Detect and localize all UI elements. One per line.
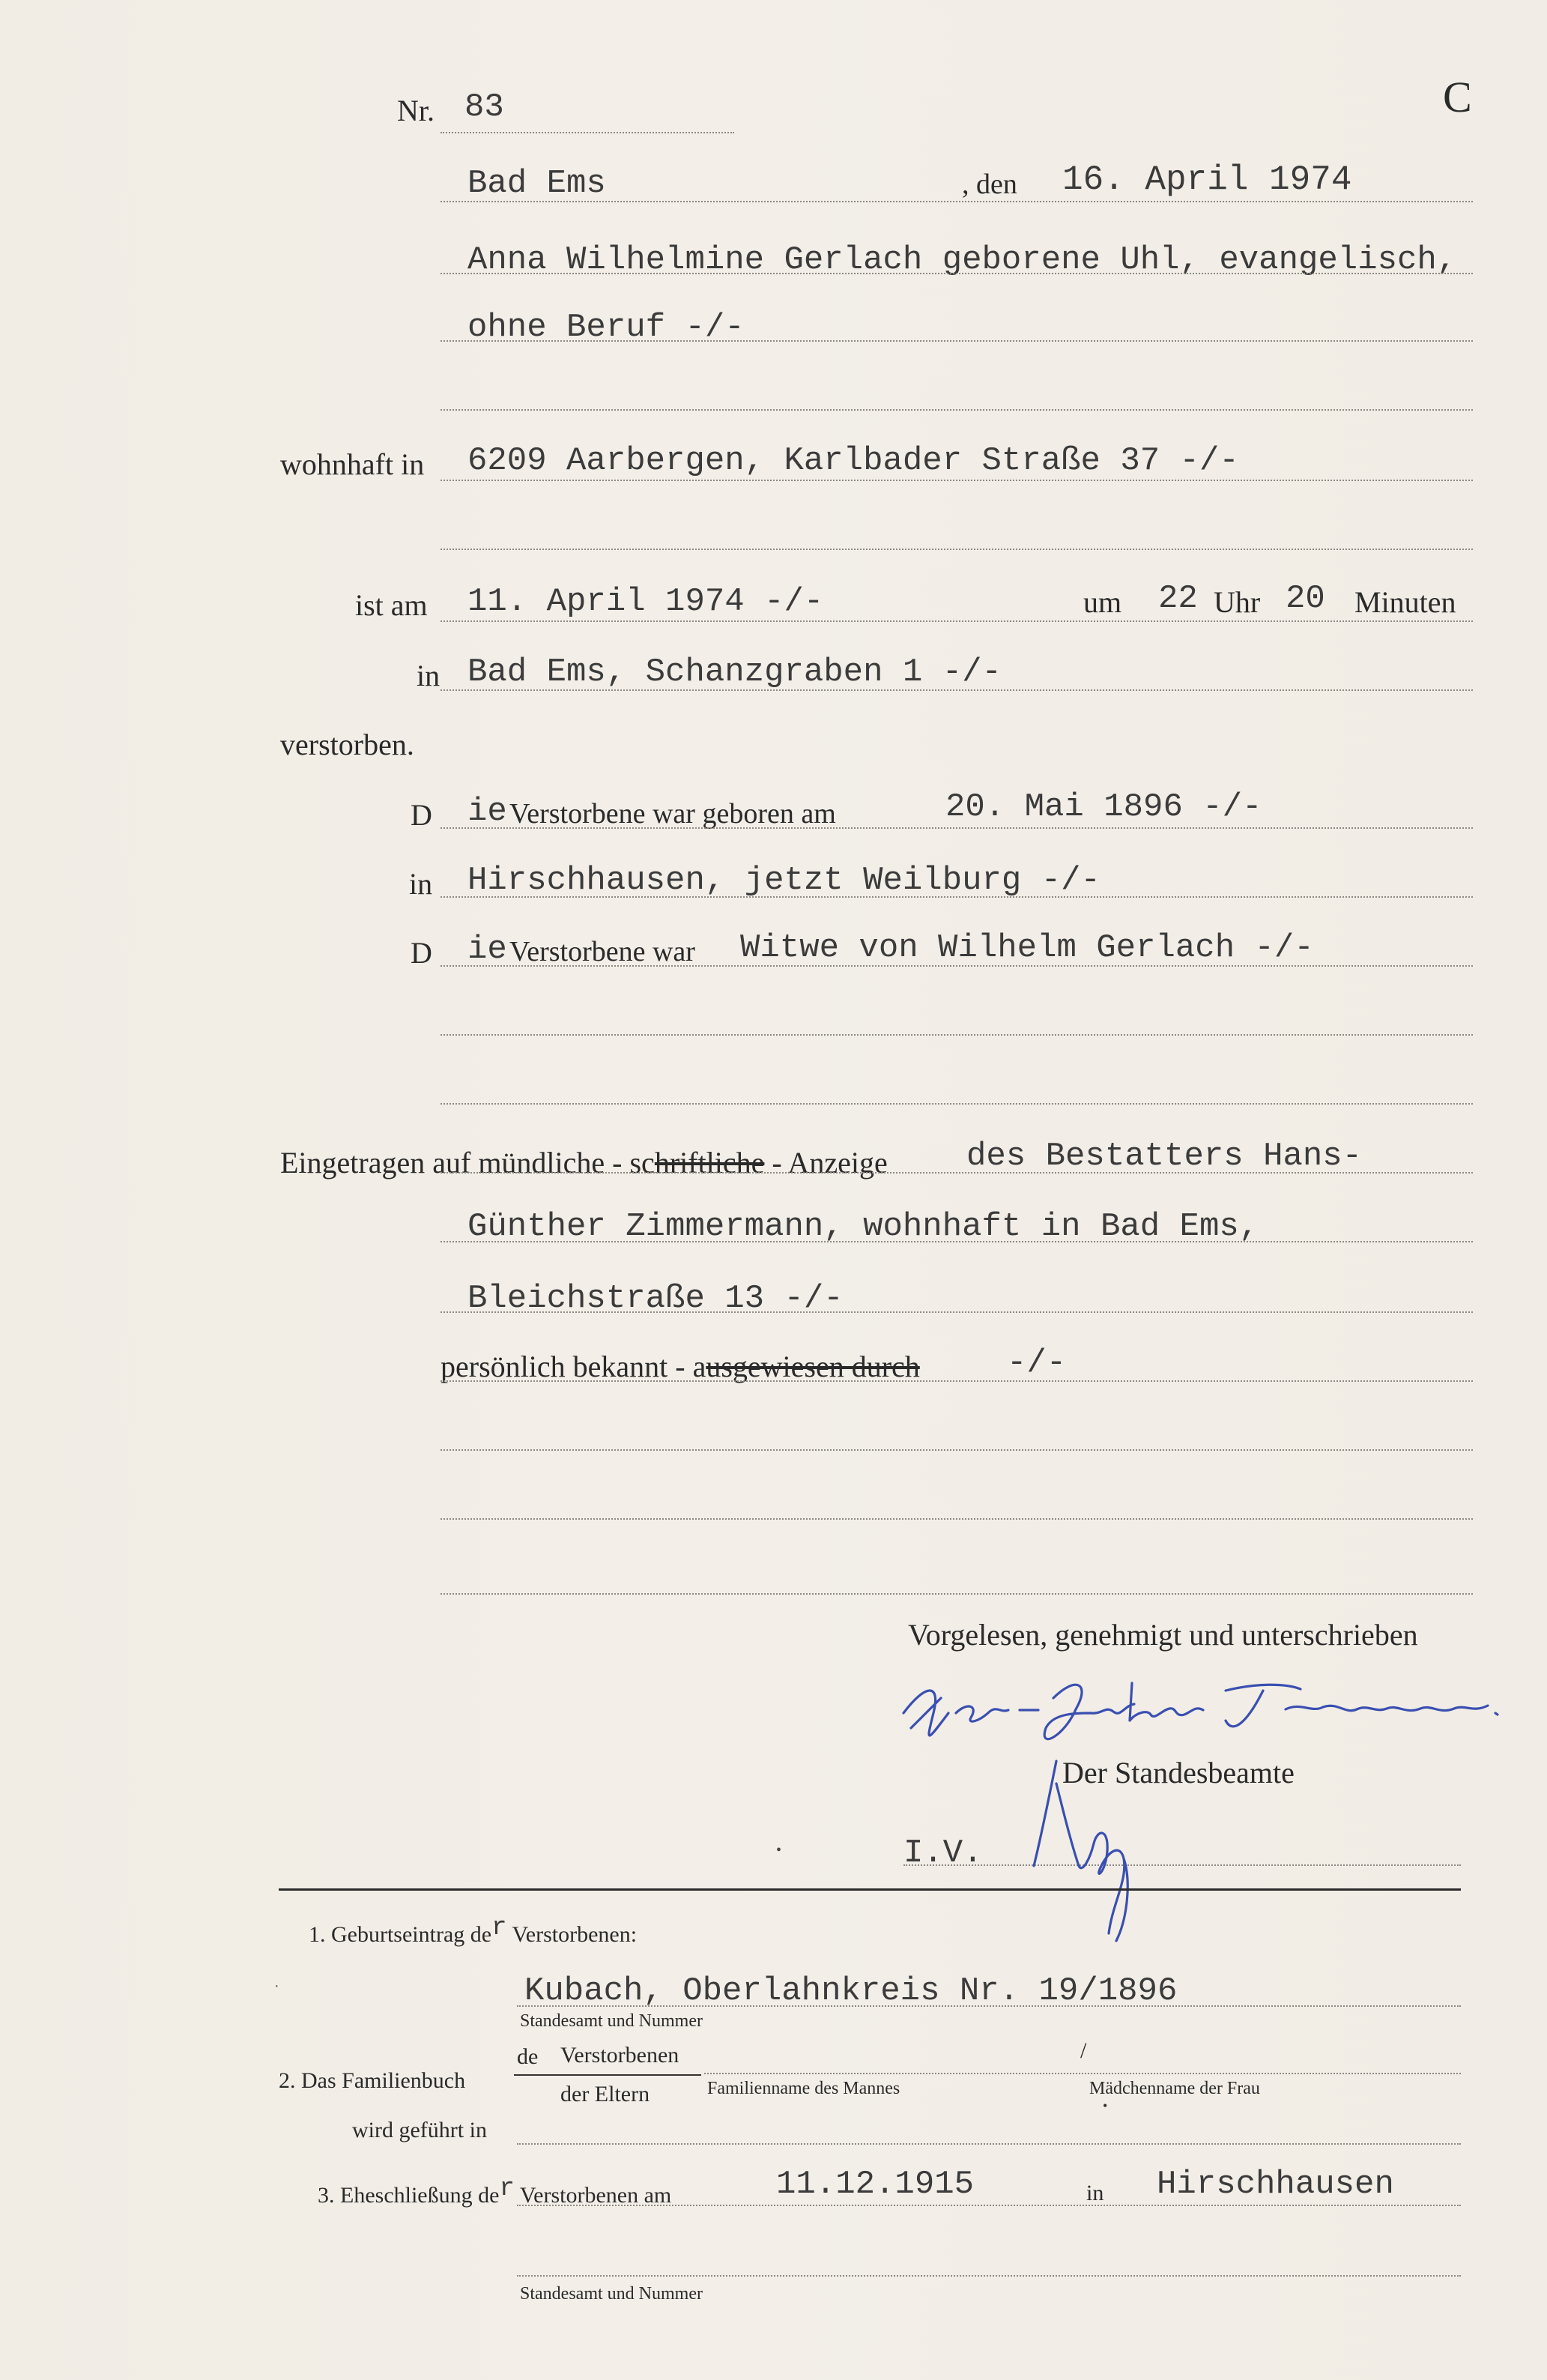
birth-date-line: [441, 827, 1473, 829]
footer-item2-dot: •: [1103, 2098, 1108, 2113]
entry-dotline-3: [441, 1311, 1473, 1313]
entry-dotline-1: [441, 1172, 1473, 1174]
place: Bad Ems: [467, 165, 606, 202]
registrar-signature: [1019, 1754, 1154, 1948]
standesamt-label-1: Standesamt und Nummer: [520, 2011, 703, 2031]
birth-ie-typed: ie: [467, 793, 507, 830]
birth-place: Hirschhausen, jetzt Weilburg -/-: [467, 862, 1101, 899]
form-letter: C: [1443, 73, 1472, 121]
person-occupation: ohne Beruf -/-: [467, 309, 745, 346]
entry-line-3: Bleichstraße 13 -/-: [467, 1280, 844, 1317]
footer-item3-label-b: Verstorbenen am: [519, 2183, 672, 2208]
birth-d-label: D: [411, 798, 432, 832]
blank-line-2: [441, 1518, 1473, 1520]
footer-item2-sub-mann: Familienname des Mannes: [707, 2079, 900, 2098]
dot-mark: •: [776, 1842, 782, 1858]
death-place: Bad Ems, Schanzgraben 1 -/-: [467, 653, 1002, 691]
footer-item3-label: [318, 2175, 672, 2211]
footer-item2-de: de: [517, 2044, 539, 2069]
uhr-label: Uhr: [1214, 585, 1261, 619]
registrar-sig-line: [903, 1864, 1461, 1866]
informant-signature: [896, 1668, 1510, 1766]
person-name: Anna Wilhelmine Gerlach geborene Uhl, evangelisch,: [467, 241, 1457, 279]
footer-item1-line: [517, 2005, 1461, 2007]
footer-item1-label: [309, 1914, 638, 1950]
marital-status: Witwe von Wilhelm Gerlach -/-: [740, 929, 1314, 967]
footer-item2-line-2: [517, 2143, 1461, 2145]
entry-line-2: Günther Zimmermann, wohnhaft in Bad Ems,: [467, 1208, 1259, 1245]
person-line-3: [441, 409, 1473, 411]
marital-text: Verstorbene war: [509, 936, 695, 967]
read-approved-text: Vorgelesen, genehmigt und unterschrieben: [908, 1618, 1418, 1652]
nr-value: 83: [464, 88, 504, 126]
footer-item1-label-b: Verstorbenen:: [512, 1922, 638, 1947]
death-hour: 22: [1158, 580, 1198, 617]
marital-d-label: D: [411, 936, 432, 970]
entry-label: [280, 1145, 888, 1180]
birth-place-line: [441, 896, 1473, 898]
marital-ie-typed: ie: [467, 931, 507, 968]
birth-date: 20. Mai 1896 -/-: [945, 788, 1262, 826]
registration-date: 16. April 1974: [1062, 160, 1352, 199]
registrar-label: Der Standesbeamte: [1062, 1756, 1295, 1789]
known-value: -/-: [1007, 1344, 1067, 1382]
section-divider: [279, 1888, 1461, 1891]
footer-item3-line: [517, 2205, 1461, 2206]
known-line: [441, 1380, 1473, 1382]
marriage-date: 11.12.1915: [776, 2166, 975, 2203]
blank-line-3: [441, 1593, 1473, 1595]
footer-item3-line-2: [517, 2275, 1461, 2277]
residence-label: wohnhaft in: [280, 447, 425, 481]
birth-place-label: in: [409, 867, 433, 901]
residence-line-1: [441, 480, 1473, 481]
marriage-place: Hirschhausen: [1157, 2166, 1394, 2203]
entry-line-1: des Bestatters Hans-: [966, 1138, 1363, 1175]
footer-item2-verstorbenen: Verstorbenen: [560, 2043, 679, 2068]
person-line-2: [441, 340, 1473, 342]
footer-item2-fraction-line: [514, 2074, 701, 2076]
footer-item2-eltern: der Eltern: [560, 2082, 650, 2106]
entry-label-a: Eingetragen auf mündliche - sc: [280, 1146, 655, 1180]
verstorben-label: verstorben.: [280, 728, 414, 761]
birth-register-entry: Kubach, Oberlahnkreis Nr. 19/1896: [524, 1972, 1178, 2010]
footer-item2-sub-frau: Mädchenname der Frau: [1089, 2079, 1260, 2098]
standesamt-label-2: Standesamt und Nummer: [520, 2284, 703, 2304]
marital-line-1: [441, 965, 1473, 967]
residence-line-2: [441, 549, 1473, 550]
known-label-a: persönlich bekannt - a: [441, 1350, 706, 1383]
footer-item2-slash: /: [1080, 2038, 1087, 2063]
residence-value: 6209 Aarbergen, Karlbader Straße 37 -/-: [467, 442, 1239, 480]
footer-item2-label: 2. Das Familienbuch: [279, 2068, 466, 2093]
entry-label-b: - Anzeige: [772, 1146, 888, 1180]
nr-label: Nr.: [397, 94, 435, 127]
death-place-label: in: [417, 659, 441, 692]
death-minute: 20: [1286, 580, 1325, 617]
person-line-1: [441, 273, 1473, 274]
place-date-line: [441, 201, 1473, 202]
death-date-label: ist am: [355, 588, 428, 622]
entry-label-strike: hriftliche: [654, 1146, 765, 1180]
footer-item3-in: in: [1086, 2181, 1104, 2205]
death-date-line: [441, 620, 1473, 622]
footer-item3-label-a: 3. Eheschließung de: [318, 2183, 500, 2208]
blank-line-1: [441, 1449, 1473, 1451]
death-place-line: [441, 689, 1473, 691]
birth-text: Verstorbene war geboren am: [509, 798, 836, 830]
iv-label: I.V.: [903, 1834, 983, 1872]
known-label-strike: usgewiesen durch: [706, 1350, 920, 1383]
footer-item2-line: [704, 2073, 1461, 2074]
footer-item3-sup: r: [499, 2175, 515, 2203]
entry-dotline-2: [441, 1241, 1473, 1242]
marital-line-2: [441, 1034, 1473, 1036]
nr-line: [441, 132, 734, 133]
known-label: [441, 1349, 920, 1384]
um-label: um: [1083, 585, 1122, 619]
death-date: 11. April 1974 -/-: [467, 583, 824, 620]
minuten-label: Minuten: [1354, 585, 1456, 619]
footer-item2-wird: wird geführt in: [352, 2118, 487, 2142]
marital-line-3: [441, 1103, 1473, 1105]
footer-item1-sup: r: [491, 1914, 507, 1942]
footer-item1-label-a: 1. Geburtseintrag de: [309, 1922, 492, 1947]
footer-dot: ·: [274, 1978, 279, 1995]
den-label: , den: [962, 169, 1017, 200]
